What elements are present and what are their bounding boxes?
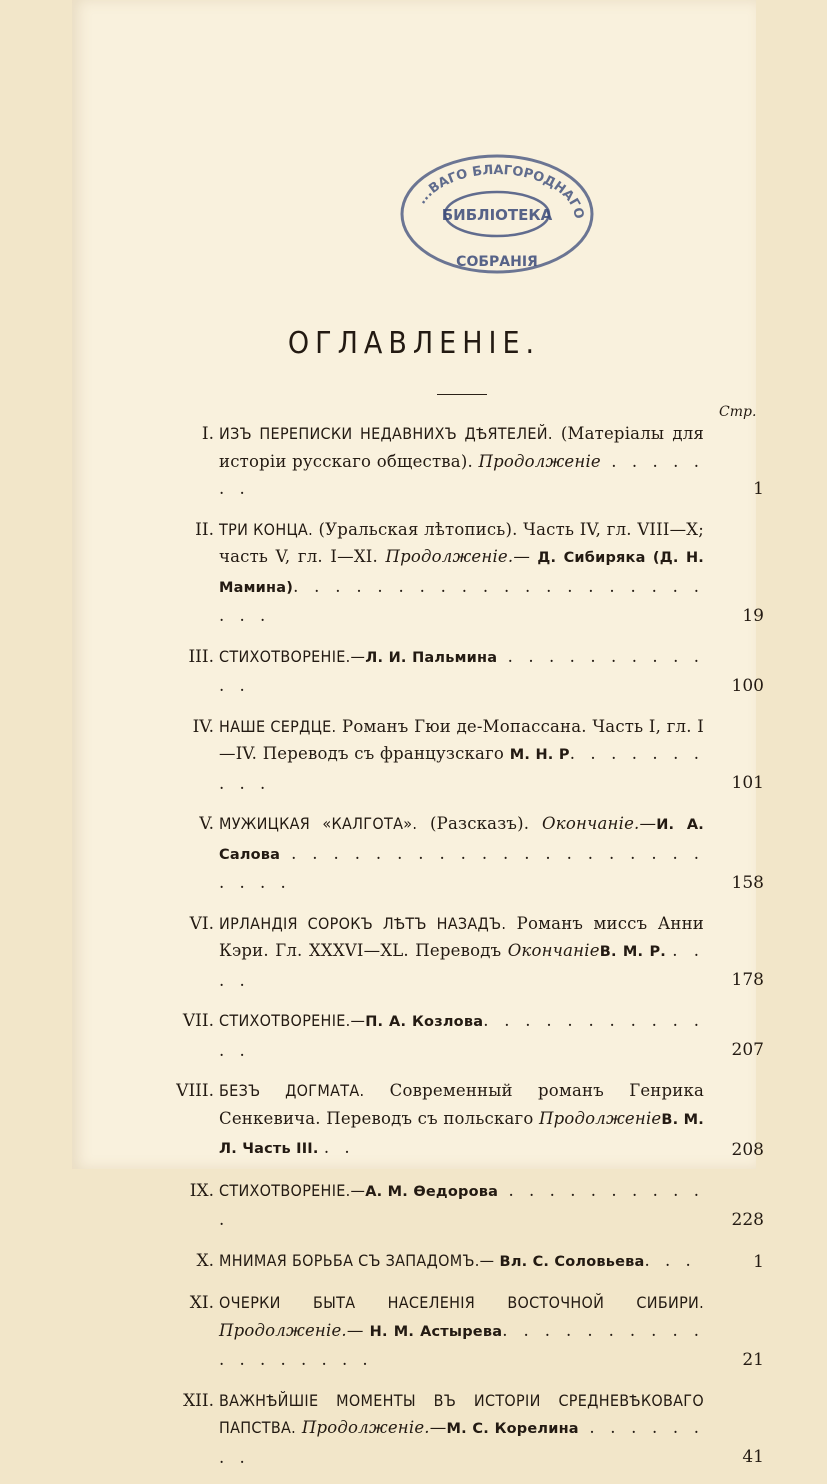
- title-divider: [437, 394, 487, 395]
- entry-page-number: 101: [731, 773, 764, 793]
- entry-text: [219, 810, 704, 897]
- svg-text:СОБРАНІЯ: СОБРАНІЯ: [456, 254, 538, 270]
- entry-author: П. А. Козлова: [365, 1014, 484, 1030]
- entry-title: НАШЕ СЕРДЦЕ.: [219, 716, 337, 736]
- entry-text: [219, 1289, 704, 1374]
- entry-number: V.: [199, 814, 214, 834]
- entry-leader-dots: . . . . . . .: [219, 451, 704, 498]
- entry-author: Н. М. Астырева: [363, 1323, 503, 1340]
- page-title: ОГЛАВЛЕНІЕ.: [287, 326, 541, 361]
- entry-title: СТИХОТВОРЕНІЕ.—: [219, 1180, 366, 1200]
- entry-number: I.: [201, 424, 214, 444]
- entry-text: [219, 1247, 704, 1277]
- entry-title: ТРИ КОНЦА.: [219, 519, 313, 539]
- entry-number: III.: [188, 646, 214, 667]
- entry-text: [219, 1007, 704, 1064]
- entry-description: (Разсказъ).: [417, 814, 543, 833]
- library-stamp: [397, 150, 597, 282]
- entry-status: Продолженіе: [538, 1108, 662, 1128]
- entry-text: [219, 643, 704, 700]
- entry-description: Романъ Гюи де-Мопассана. Часть I, гл. I—IV. Переводъ съ французскаго: [219, 716, 704, 763]
- entry-leader-dots: . . . . . . . . . . . . .: [219, 1011, 704, 1060]
- toc-entry: [167, 420, 764, 503]
- entry-status: Продолженіе: [478, 451, 601, 471]
- entry-title: СТИХОТВОРЕНІЕ.—: [219, 646, 366, 666]
- entry-text: [219, 516, 704, 630]
- entry-leader-dots: . . . . . . . .: [219, 1418, 704, 1467]
- entry-author: М. С. Корелина: [446, 1421, 579, 1437]
- entry-leader-dots: . . .: [644, 1250, 696, 1270]
- entry-title: ИРЛАНДІЯ СОРОКЪ ЛѢТЪ НАЗАДЪ.: [219, 913, 507, 933]
- entry-text: [219, 713, 704, 798]
- entry-number: IV.: [192, 716, 214, 737]
- svg-text:БИБЛІОТЕКА: БИБЛІОТЕКА: [441, 206, 553, 224]
- toc-entry: [167, 643, 764, 700]
- entry-number: IX.: [189, 1180, 214, 1201]
- entry-text: [219, 420, 704, 503]
- entry-number: XI.: [189, 1293, 214, 1313]
- entry-status: Продолженіе.—: [219, 1320, 364, 1340]
- entry-author: А. М. Ѳедорова: [365, 1183, 499, 1200]
- entry-status: Продолженіе.—: [385, 547, 531, 566]
- entry-leader-dots: . . . . . . . . . . .: [219, 1180, 704, 1229]
- toc-entry: [167, 810, 764, 897]
- entry-title: ВАЖНѢЙШІЕ МОМЕНТЫ ВЪ ИСТОРІИ СРЕДНЕВѢКОВАГО ПАПСТВА.: [219, 1390, 704, 1437]
- entry-description: Современный романъ Генрика Сенкевича. Переводъ съ польскаго: [219, 1081, 705, 1128]
- entry-text: [219, 1387, 704, 1472]
- toc-entry: [167, 516, 764, 630]
- entry-author: М. Н. Р: [509, 747, 570, 763]
- toc-entry: [167, 1077, 764, 1164]
- page-column-header: Стр.: [719, 404, 757, 420]
- table-of-contents: [167, 420, 764, 1484]
- entry-leader-dots: . . . . . . . . . . . . . . . . . . . . . . . .: [219, 843, 704, 892]
- entry-page-number: 228: [731, 1209, 764, 1230]
- entry-description: (Уральская лѣтопись). Часть IV, гл. VIII—X; часть V, гл. I—XI.: [219, 519, 704, 566]
- entry-leader-dots: . . . . . . . . . . . .: [219, 646, 704, 695]
- entry-page-number: 1: [753, 1252, 764, 1272]
- entry-number: X.: [196, 1250, 214, 1271]
- entry-leader-dots: . . . . . . . . . .: [219, 744, 704, 793]
- entry-status: Окончаніе.—: [542, 814, 657, 833]
- entry-page-number: 100: [731, 675, 764, 696]
- toc-entry: [167, 1289, 764, 1374]
- svg-text:...ВАГО БЛАГОРОДНАГО: ...ВАГО БЛАГОРОДНАГО: [414, 162, 587, 221]
- entry-page-number: 41: [742, 1447, 764, 1467]
- entry-leader-dots: . . . . . . . . . . . . . . . . . .: [219, 1320, 705, 1369]
- entry-title: ОЧЕРКИ БЫТА НАСЕЛЕНІЯ ВОСТОЧНОЙ СИБИРИ.: [219, 1293, 704, 1312]
- toc-entry: [167, 713, 764, 798]
- toc-entry: [167, 1247, 764, 1277]
- entry-description: Романъ миссъ Анни Кэри. Гл. XXXVI—XL. Переводъ: [219, 913, 705, 960]
- entry-page-number: 21: [742, 1349, 764, 1370]
- entry-number: II.: [195, 519, 214, 540]
- entry-title: МУЖИЦКАЯ «КАЛГОТА».: [219, 814, 418, 833]
- stamp-seal-icon: [397, 150, 597, 282]
- entry-author: И. А. Салова: [219, 817, 705, 863]
- entry-number: XII.: [183, 1390, 214, 1411]
- entry-author: Д. Сибиряка (Д. Н. Мамина): [219, 550, 704, 596]
- entry-page-number: 208: [731, 1139, 764, 1160]
- entry-page-number: 178: [731, 970, 764, 990]
- entry-text: [219, 1177, 704, 1234]
- entry-text: [219, 1077, 704, 1164]
- entry-page-number: 158: [731, 872, 764, 893]
- entry-page-number: 1: [753, 478, 764, 499]
- entry-author: Вл. С. Соловьева: [494, 1253, 645, 1270]
- toc-entry: [167, 1387, 764, 1472]
- toc-entry: [167, 1007, 764, 1064]
- entry-title: ИЗЪ ПЕРЕПИСКИ НЕДАВНИХЪ ДѢЯТЕЛЕЙ.: [219, 424, 553, 443]
- entry-author: Л. И. Пальмина: [365, 649, 498, 666]
- entry-description: (Матеріалы для исторіи русскаго общества).: [219, 424, 704, 471]
- toc-entry: [167, 910, 764, 995]
- entry-number: VIII.: [176, 1081, 214, 1101]
- entry-leader-dots: . . . .: [219, 941, 704, 990]
- entry-leader-dots: . .: [323, 1138, 355, 1157]
- entry-author: В. М. Л. Часть III.: [219, 1111, 704, 1157]
- entry-text: [219, 910, 704, 995]
- entry-page-number: 19: [742, 605, 764, 626]
- toc-entry: [167, 1177, 764, 1234]
- entry-status: Окончаніе: [507, 941, 600, 960]
- entry-status: Продолженіе.—: [301, 1418, 447, 1437]
- entry-page-number: 207: [731, 1040, 764, 1060]
- entry-author: В. М. Р.: [599, 944, 673, 960]
- entry-title: МНИМАЯ БОРЬБА СЪ ЗАПАДОМЪ.—: [219, 1250, 495, 1270]
- entry-title: БЕЗЪ ДОГМАТА.: [219, 1081, 365, 1100]
- entry-title: СТИХОТВОРЕНІЕ.—: [219, 1011, 366, 1030]
- entry-leader-dots: . . . . . . . . . . . . . . . . . . . . . . .: [219, 576, 704, 625]
- book-page: [72, 0, 764, 1467]
- entry-number: VI.: [189, 913, 214, 934]
- entry-number: VII.: [182, 1011, 214, 1031]
